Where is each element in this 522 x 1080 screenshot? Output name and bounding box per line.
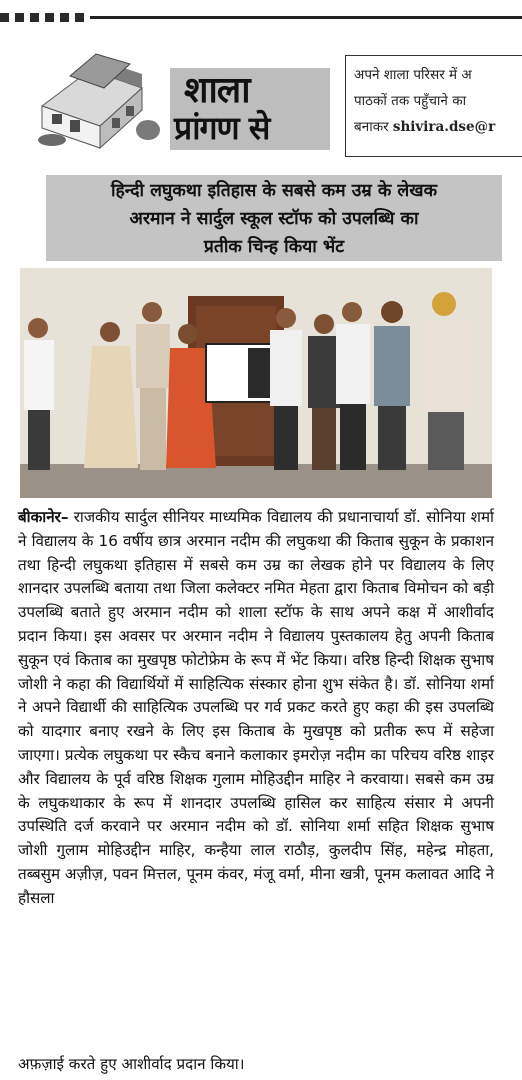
article-last-line: अफ़ज़ाई करते हुए आशीर्वाद प्रदान किया। (18, 1055, 245, 1073)
headline-line3: प्रतीक चिन्ह किया भेंट (203, 237, 345, 257)
headline-line1: हिन्दी लघुकथा इतिहास के सबसे कम उम्र के लेखक (110, 181, 438, 201)
house-icon (30, 48, 170, 156)
article-body (18, 506, 494, 911)
section-title-line1: शाला (184, 70, 250, 111)
notice-line2: पाठकों तक पहुँचाने का (354, 93, 467, 109)
person-8 (374, 301, 410, 470)
group-photo (20, 268, 492, 498)
group-photo-illustration (20, 268, 492, 498)
headline-line2: अरमान ने सार्दुल स्कूल स्टॉफ को उपलब्धि का (129, 209, 419, 229)
person-7 (336, 302, 370, 470)
article-dateline: बीकानेर– (18, 508, 69, 526)
top-decorative-rule (0, 10, 522, 24)
notice-line3 (354, 114, 522, 140)
section-banner (30, 48, 330, 156)
article-headline (46, 175, 502, 261)
notice-email: shivira.dse@r (392, 119, 496, 135)
notice-line1: अपने शाला परिसर में अ (354, 67, 472, 83)
person-5 (270, 308, 302, 470)
person-1 (24, 318, 54, 470)
section-title (170, 68, 330, 150)
notice-line3-prefix: बनाकर (354, 119, 393, 135)
section-title-line2: प्रांगण से (174, 109, 270, 147)
article-body-text: राजकीय सार्दुल सीनियर माध्यमिक विद्यालय की प्रधानाचार्या डॉ. सोनिया शर्मा ने विद्यालय के 16 वर्षीय छात्र अरमान नदीम की लघुकथा की किताब सुकून के प्रकाशन तथा हिन्दी लघुकथा इतिहास में सबसे कम उम्र का लेखक होने पर विद्यालय के लिए शानदार उपलब्धि बताया तथा जिला कलेक्टर नमित मेहता द्वारा किताब विमोचन को बड़ी उपलब्धि बताते हुए अरमान नदीम को शाला स्टॉफ के साथ अपने कक्ष में आशीर्वाद प्रदान किया। इस अवसर पर अरमान नदीम ने विद्यालय पुस्तकालय हेतु अपनी किताब सुकून एवं किताब का मुखपृष्ठ फोटोफ्रेम के रूप में भेंट किया। वरिष्ठ हिन्दी शिक्षक सुभाष जोशी ने कहा की विद्यार्थियों में साहित्यिक संस्कार होना शुभ संकेत है। डॉ. सोनिया शर्मा ने अपने विद्यार्थी की साहित्यिक उपलब्धि पर गर्व प्रकट करते हुए कहा की इस उपलब्धि को यादगार बनाए रखने के लिए इस किताब के मुखपृष्ठ को प्रतीक रूप में सहेजा जाएगा। प्रत्येक लघुकथा पर स्कैच बनाने कलाकार इमरोज़ नदीम का परिचय वरिष्ठ शाइर और विद्यालय के पूर्व वरिष्ठ शिक्षक गुलाम मोहिउद्दीन माहिर ने करवाया। सबसे कम उम्र के लघुकथाकार के रूप में शानदार उपलब्धि हासिल कर साहित्य संसार मे अपनी उपस्थिति दर्ज करवाने पर अरमान नदीम को डॉ. सोनिया शर्मा सहित शिक्षक सुभाष जोशी गुलाम मोहिउद्दीन माहिर, कन्हैया लाल राठौड़, कुलदीप सिंह, महेन्द्र मोहता, तब्बसुम अज़ीज़, पवन मित्तल, पूनम कंवर, मंजू वर्मा, मीना खत्री, पूनम कलावत आदि ने हौसला (18, 508, 494, 907)
submission-notice-box (345, 55, 522, 157)
person-6 (308, 314, 340, 470)
person-3 (136, 302, 170, 470)
